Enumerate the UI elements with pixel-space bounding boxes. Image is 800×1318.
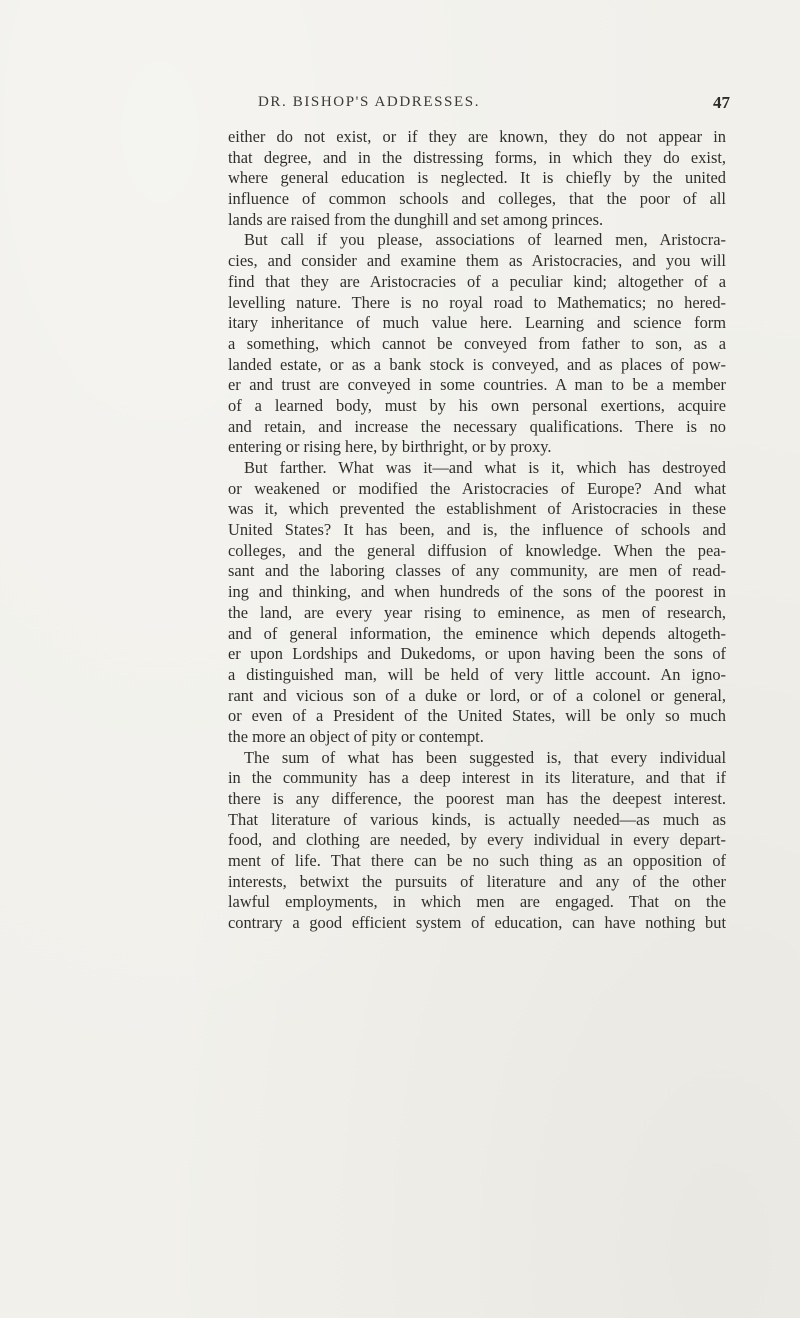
text-line: interests, betwixt the pursuits of literature and any of the other [228,871,726,891]
text-line: itary inheritance of much value here. Learning and science form [228,313,726,333]
page-number: 47 [713,93,730,112]
text-line: of a learned body, must by his own personal exertions, acquire [228,395,726,415]
text-line: a distinguished man, will be held of very little account. An igno- [228,664,726,684]
text-line: United States? It has been, and is, the influence of schools and [228,520,726,540]
running-head [0,94,800,118]
text-line: er and trust are conveyed in some countries. A man to be a member [228,375,726,395]
text-line: where general education is neglected. It is chiefly by the united [228,168,726,188]
text-line: colleges, and the general diffusion of knowledge. When the pea- [228,540,726,560]
text-line: influence of common schools and colleges, that the poor of all [228,189,726,209]
text-line: the land, are every year rising to eminence, as men of research, [228,602,726,622]
text-line: either do not exist, or if they are known, they do not appear in [228,127,726,146]
text-line: and retain, and increase the necessary qualifications. There is no [228,416,726,436]
text-line: contrary a good efficient system of education, can have nothing but [228,913,726,933]
text-line: and of general information, the eminence which depends altogeth- [228,623,726,643]
text-line: in the community has a deep interest in its literature, and that if [228,768,726,788]
text-line: ing and thinking, and when hundreds of the sons of the poorest in [228,582,726,602]
text-line: That literature of various kinds, is actually needed—as much as [228,809,726,829]
text-line: er upon Lordships and Dukedoms, or upon having been the sons of [228,644,726,664]
text-line: a something, which cannot be conveyed from father to son, as a [228,333,726,353]
body-text [228,127,726,934]
text-line: cies, and consider and examine them as Aristocracies, and you will [228,251,726,271]
text-line: find that they are Aristocracies of a peculiar kind; altogether of a [228,271,726,291]
text-line: ment of life. That there can be no such thing as an opposition of [228,851,726,871]
text-line: But call if you please, associations of learned men, Aristocra- [244,230,726,250]
text-line: The sum of what has been suggested is, that every individual [244,747,726,767]
text-line: that degree, and in the distressing forms, in which they do exist, [228,147,726,167]
text-line: sant and the laboring classes of any community, are men of read- [228,561,726,581]
text-line: landed estate, or as a bank stock is conveyed, and as places of pow- [228,354,726,374]
text-line: or even of a President of the United States, will be only so much [228,706,726,726]
running-title: DR. BISHOP'S ADDRESSES. [258,94,481,110]
text-line: lands are raised from the dunghill and set among princes. [228,209,604,229]
text-line: was it, which prevented the establishment of Aristocracies in these [228,499,726,519]
text-line: levelling nature. There is no royal road to Mathematics; no hered- [228,292,726,312]
text-line: food, and clothing are needed, by every individual in every depart- [228,830,726,850]
text-line: the more an object of pity or contempt. [228,726,484,746]
text-line: rant and vicious son of a duke or lord, or of a colonel or general, [228,685,726,705]
text-line: there is any difference, the poorest man has the deepest interest. [228,789,726,808]
text-line: or weakened or modified the Aristocracies of Europe? And what [228,478,726,498]
text-line: But farther. What was it—and what is it, which has destroyed [244,458,726,477]
text-line: lawful employments, in which men are engaged. That on the [228,892,726,912]
text-line: entering or rising here, by birthright, or by proxy. [228,437,552,457]
